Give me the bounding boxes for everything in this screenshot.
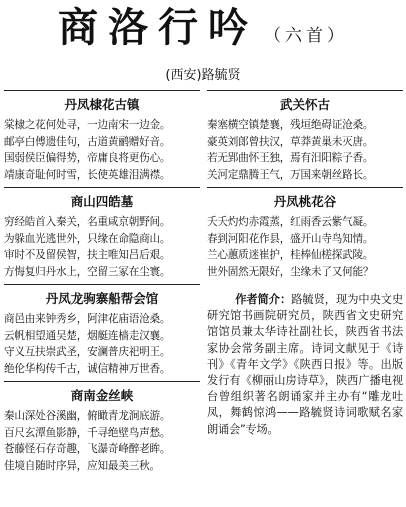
poem-line: 佳境自随时序异，应知最美三秋。 xyxy=(4,459,160,472)
poem-line: 关河定鼎腾王气，万国来朝丝路长。 xyxy=(207,168,374,181)
poem xyxy=(207,90,403,183)
poem-line: 世外固然无限好，尘缘未了又何能？ xyxy=(207,265,374,278)
poem-line: 守义互扶崇武圣，安澜普庆祀明王。 xyxy=(4,346,171,358)
poem-title: 商山四皓墓 xyxy=(70,194,134,209)
divider xyxy=(207,90,403,91)
poem-line: 靖康奇耻何时雪，长使英雄泪满襟。 xyxy=(4,168,171,181)
author-line: (西安)路毓贤 xyxy=(165,68,241,83)
divider xyxy=(4,187,200,188)
divider xyxy=(207,187,403,188)
poem-line: 绝伦华构传千古，诚信精神万世香。 xyxy=(4,362,171,375)
right-column xyxy=(207,90,403,438)
poem-line: 穷经皓首入秦关，名重咸京朝野间。 xyxy=(4,216,171,228)
poem-line: 国弱侯臣偏得势，帝庸良将更伤心。 xyxy=(4,152,171,164)
poem xyxy=(4,90,200,183)
poem-title: 丹凤桃花谷 xyxy=(273,194,337,209)
poem-line: 苍藤怪石存奇趣，飞瀑奇峰醉老眸。 xyxy=(4,443,171,455)
poem-title: 商南金丝峡 xyxy=(70,388,134,403)
poem-line: 方悔复归丹水上，空留三冢在尘寰。 xyxy=(4,265,171,278)
poem xyxy=(207,187,403,280)
poem-line: 邮亭白傅遗佳句，古道黄鹂赠好音。 xyxy=(4,135,171,148)
poem-line: 夭夭灼灼赤霞蒸，红雨香云紫气凝。 xyxy=(207,216,374,228)
poem xyxy=(4,187,200,280)
poem-line: 百尺玄潭鱼影静，千寻绝壁鸟声愁。 xyxy=(4,426,171,439)
poem-line: 秦山深处谷溪幽，俯瞰青龙涧底游。 xyxy=(4,410,171,422)
divider xyxy=(4,90,200,91)
poem-line: 为躲血光逃世外，只缘在命隐商山。 xyxy=(4,232,171,245)
poem-title: 武关怀古 xyxy=(279,97,330,112)
poem-line: 兰心蕙质迷崔护，桂棒仙槎探武陵。 xyxy=(207,249,374,261)
poem-line: 秦塞横空镇楚襄，残垣绝碍证沧桑。 xyxy=(207,119,374,131)
poem-line: 商邑由来钟秀乡，阿津花庙语沧桑。 xyxy=(4,313,171,325)
poem xyxy=(4,381,200,474)
poem-line: 豪英刘郎曾扶汉，草莽黄巢未灭唐。 xyxy=(207,135,374,148)
page-title: 商洛行吟 xyxy=(58,5,258,51)
bio-text: 路毓贤，现为中央文史研究馆书画院研究员，陕西省文史研究馆馆员兼太华诗社副社长，陕西省书法家协会常务副主席。诗词文献见于《诗刊》《青年文学》《陕西日报》等。出版发行有《柳丽山房诗草》，陕西广播电视台曾组织著名朗诵家并主办有“雕龙吐凤，舞鹤惊鸿——路毓贤诗词歌赋名家朗诵会”专场。 xyxy=(207,293,403,436)
poem-line: 若无郢曲怀王独，焉有汨阳粽子香。 xyxy=(207,152,374,164)
author-bio xyxy=(207,292,403,438)
poem-title: 丹凤龙驹寨船帮会馆 xyxy=(45,291,159,306)
header xyxy=(0,6,406,50)
poem-line: 云帆相望通吴楚，烟艇连樯走汉襄。 xyxy=(4,329,171,342)
poem xyxy=(4,284,200,377)
poem-title: 丹凤棣花古镇 xyxy=(64,97,140,112)
divider xyxy=(4,381,200,382)
left-column xyxy=(4,90,200,474)
bio-label: 作者简介： xyxy=(235,293,292,306)
divider xyxy=(4,284,200,285)
poem-line: 棠棣之花何处寻，一边南宋一边金。 xyxy=(4,119,171,131)
page-subtitle: （六首） xyxy=(264,26,348,46)
poem-line: 春到河阳花作县，盛开山寺鸟知情。 xyxy=(207,232,374,245)
poem-line: 审时不及留侯智，扶主唯知吕后艰。 xyxy=(4,249,171,261)
